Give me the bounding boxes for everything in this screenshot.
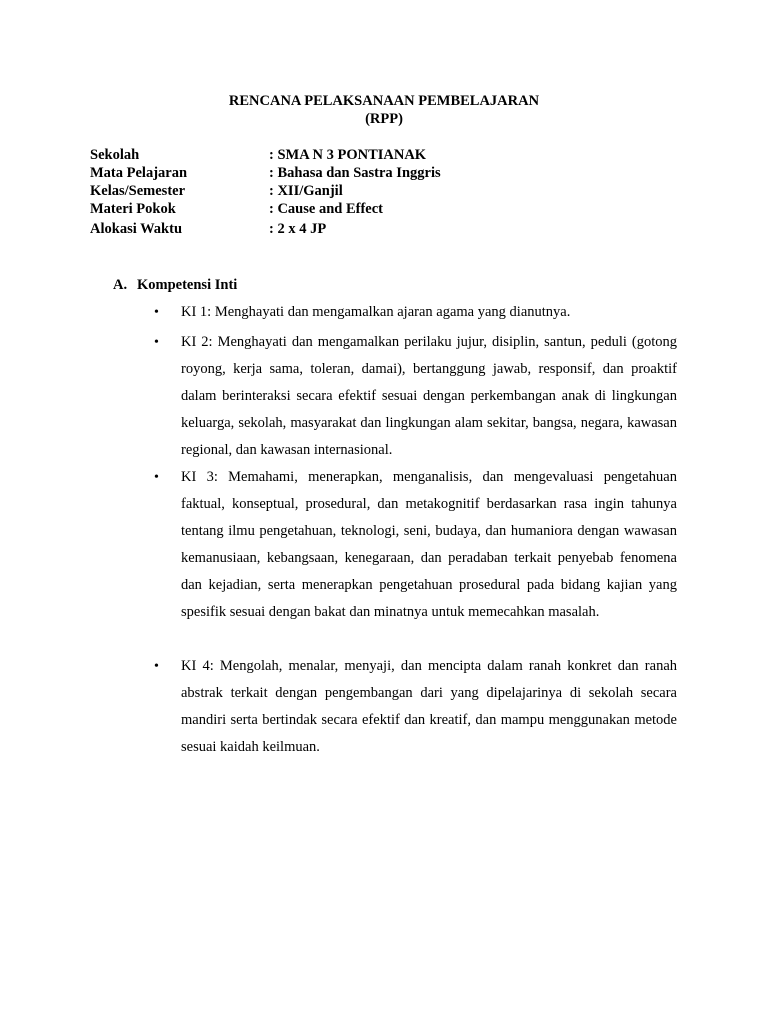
identity-row-sekolah (90, 146, 690, 164)
bullet-icon: • (154, 305, 159, 320)
identity-label: Kelas/Semester (90, 183, 186, 199)
identity-label: Alokasi Waktu (90, 221, 183, 237)
identity-row-materi-pokok (90, 200, 690, 218)
ki-3-item: KI 3: Memahami, menerapkan, menganalisis, dan mengevaluasi pengetahuan faktual, konseptual, prosedural, dan metakognitif berdasarkan rasa ingin tahunya tentang ilmu pengetahuan, teknologi, seni, budaya, dan humaniora dengan wawasan kemanusiaan, kebangsaan, kenegaraan, dan peradaban terkait penyebab fenomena dan kejadian, serta menerapkan pengetahuan prosedural pada bidang kajian yang spesifik sesuai dengan bakat dan minatnya untuk memecahkan masalah. (181, 469, 677, 620)
section-a-letter: A. (113, 277, 128, 293)
identity-row-alokasi-waktu (90, 220, 690, 238)
bullet-icon: • (154, 659, 159, 674)
ki-2-item: KI 2: Menghayati dan mengamalkan perilaku jujur, disiplin, santun, peduli (gotong royong, kerja sama, toleran, damai), bertanggung jawab, responsif, dan proaktif dalam berinteraksi secara efektif sesuai dengan perkembangan anak di lingkungan keluarga, sekolah, masyarakat dan lingkungan alam sekitar, bangsa, negara, kawasan regional, dan kawasan internasional. (181, 334, 677, 458)
identity-value: : Bahasa dan Sastra Inggris (269, 165, 441, 181)
section-a-title: Kompetensi Inti (137, 277, 238, 293)
identity-row-mata-pelajaran (90, 164, 690, 182)
identity-label: Materi Pokok (90, 201, 176, 217)
identity-value: : 2 x 4 JP (269, 221, 327, 237)
bullet-icon: • (154, 335, 159, 350)
identity-value: : Cause and Effect (269, 201, 383, 217)
bullet-icon: • (154, 470, 159, 485)
identity-value: : SMA N 3 PONTIANAK (269, 147, 427, 163)
ki-1-item: KI 1: Menghayati dan mengamalkan ajaran agama yang dianutnya. (181, 304, 571, 320)
ki-4-item: KI 4: Mengolah, menalar, menyaji, dan mencipta dalam ranah konkret dan ranah abstrak terkait dengan pengembangan dari yang dipelajarinya di sekolah secara mandiri serta bertindak secara efektif dan kreatif, dan mampu menggunakan metode sesuai kaidah keilmuan. (181, 658, 677, 755)
identity-value: : XII/Ganjil (269, 183, 343, 199)
identity-row-kelas-semester (90, 182, 690, 200)
identity-label: Mata Pelajaran (90, 165, 188, 181)
identity-label: Sekolah (90, 147, 140, 163)
document-title: RENCANA PELAKSANAAN PEMBELAJARAN (228, 93, 540, 109)
document-subtitle: (RPP) (365, 111, 403, 127)
